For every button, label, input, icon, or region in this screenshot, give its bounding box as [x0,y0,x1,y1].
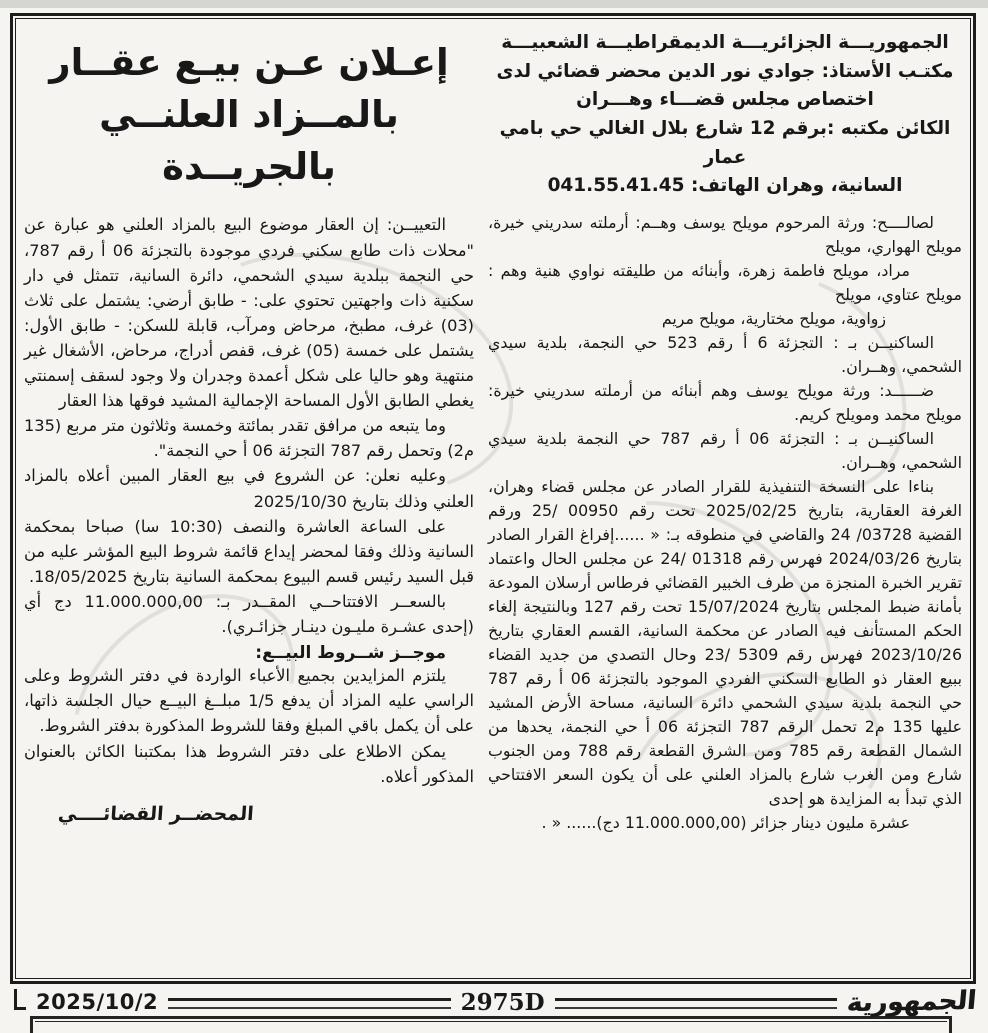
sale-session-details: على الساعة العاشرة والنصف (10:30 سا) صباحا بمحكمة السانية وذلك وفقا لمحضر إيداع قائمة شروط البيع المؤشر عليه من قبل السيد رئيس قسم البيوع بمحكمة السانية بتاريخ 18/05/2025. [24,516,474,586]
court-decree-text: بناءا على النسخة التنفيذية للقرار الصادر عن مجلس قضاء وهران، الغرفة العقارية، بتاريخ 2025/02/25 تحت رقم 00950 /25 ورقم القضية 03728/ 24 والقاضي في منطوقه بـ: « ......إفراغ القرار الصادر بتاريخ 2024/03/26 فهرس رقم 01318 /24 عن مجلس الحال واعتماد تقرير الخبرة المنجزة من طرف الخبير القضائي فرطاس أرسلان المودعة بأمانة ضبط المجلس بتاريخ 15/07/2024 تحت رقم 127 وبالنتيجة إلغاء الحكم المستأنف فيه الصادر عن محكمة السانية، القسم العقاري بتاريخ 2023/10/26 فهرس رقم 5309 /23 وحال التصدي من جديد القضاء ببيع العقار ذو الطابع السكني الفردي الموجود بالتجزئة 06 أ رقم 787 حي النجمة بلدية سيدي الشحمي دائرة السانية، مساحة الأرض المشيد عليها 135 م2 تحمل الرقم 787 التجزئة 06 أ حي النجمة، يحدها من الشمال القطعة رقم 785 ومن الشرق القطعة رقم 788 ومن الجنوب شارع ومن الغرب شارع بالمزاد العلني على أن يكون السعر الافتتاحي الذي تبدأ به المزايدة هو إحدى [488,477,963,809]
announcement-columns [24,25,962,974]
scan-edge-band [0,0,988,8]
decree-price-line: عشرة مليون دينار جزائر (11.000.000,00 دج)...... « . [541,813,910,833]
footer-rule-right [555,998,838,1009]
beneficiary-address: الساكنيــن بـ : التجزئة 6 أ رقم 523 حي النجمة، بلدية سيدي الشحمي، وهــران. [488,333,962,377]
terms-heading: موجــز شــروط البيــع: [255,643,446,664]
footer-rule-left [168,998,451,1009]
republic-line: الجمهوريـــة الجزائريـــة الديمقراطيـــة الشعبيـــة [501,32,949,53]
ad-serial-number: 2975D [460,988,545,1016]
notice-title [24,37,474,192]
bailiff-name-line: مكتـب الأستاذ: جوادي نور الدين محضر قضائي لدى [496,60,954,82]
terms-consultation: يمكن الاطلاع على دفتر الشروط هذا بمكتبنا الكائن بالعنوان المذكور أعلاه. [24,741,474,786]
jurisdiction-line: اختصاص مجلس قضـــاء وهـــران [576,89,874,111]
opening-price: بالسعــر الافتتاحــي المقــدر بـ: 11.000.000,00 دج أي (إحدى عشـرة مليـون دينـار جزائـري). [24,592,474,637]
bailiff-signature: المحضــر القضائــــي [57,802,255,825]
bailiff-office-header [490,29,960,201]
party-beneficiary-cont: مراد، مويلح فاطمة زهرة، وأبنائه من طليقته نواوي هنية وهم : مويلح عتاوي، مويلح [488,261,962,305]
next-ad-frame-inner-line [35,1021,947,1032]
right-column [488,25,962,974]
party-defendant: ضــــــد: ورثة مويلح يوسف وهم أبنائه من أرملته سدريني خيرة: مويلح محمد ومويلح كريم. [488,381,962,425]
party-beneficiary-cont2: زواوية، مويلح مختارية، مويلح مريم [661,309,886,329]
announcement-frame-inner [15,18,971,979]
footer-bar [14,985,978,1019]
terms-obligations: يلتزم المزايدين بجميع الأعباء الواردة في دفتر الشروط وعلى الراسي عليه المزاد أن يدفع 1/5 مبلــغ البيــع حيال الجلسة ذاتها، على أن يكمل باقي المبلغ وفقا للشروط المذكورة بدفتر الشروط. [24,666,474,736]
newspaper-logo: الجمهورية [845,985,978,1019]
property-surface: وما يتبعه من مرافق تقدر بمائتة وخمسة وثلاثون متر مربع (135 م2) وتحمل رقم 787 التجزئة 06 أ حي النجمة". [24,416,474,461]
publication-date: 2025/10/2 [36,990,159,1014]
property-designation: التعييــن: إن العقار موضوع البيع بالمزاد العلني هو عبارة عن "محلات ذات طابع سكني فردي موجودة بالتجزئة 06 أ رقم 787، حي النجمة ببلدية سيدي الشحمي، دائرة السانية، تتمثل في دار سكنية ذات واجهتين تحتوي على: - طابق أرضي: يشتمل على ثلاث (03) غرف، مطبخ، مرحاض ومرآب، قابلة للسكن: - طابق الأول: يشتمل على خمسة (05) غرف، قفص أدراج، مرحاض، الأشغال غير منتهية وهو حاليا على شكل أعمدة وجدران ولا وجود لسقف إسمنتي يغطي الطابق الأول المساحة الإجمالية المشيد فوقها هذا العقار [24,215,475,411]
announcement-frame [10,13,976,984]
party-beneficiary: لصالــــح: ورثة المرحوم مويلح يوسف وهــم: أرملته سدريني خيرة، مويلح الهواري، مويلح [488,213,962,257]
office-phone-line: السانية، وهران الهاتف: 041.55.41.45 [547,175,903,197]
left-column [24,25,474,974]
office-address-line: الكائن مكتبه :برقم 12 شارع بلال الغالي حي بامي عمار [499,118,951,168]
defendant-address: الساكنيــن بـ : التجزئة 06 أ رقم 787 حي النجمة بلدية سيدي الشحمي، وهــران. [488,429,962,473]
notice-title-line1: إعـلان عـن بيـع عقــار [49,41,449,84]
notice-title-line2: بالمــزاد العلنــي بالجريــدة [99,92,399,188]
frame-corner [14,989,26,1010]
next-ad-frame-partial [30,1016,952,1033]
sale-announcement: وعليه نعلن: عن الشروع في بيع العقار المبين أعلاه بالمزاد العلني وذلك بتاريخ 2025/10/30 [24,466,474,511]
